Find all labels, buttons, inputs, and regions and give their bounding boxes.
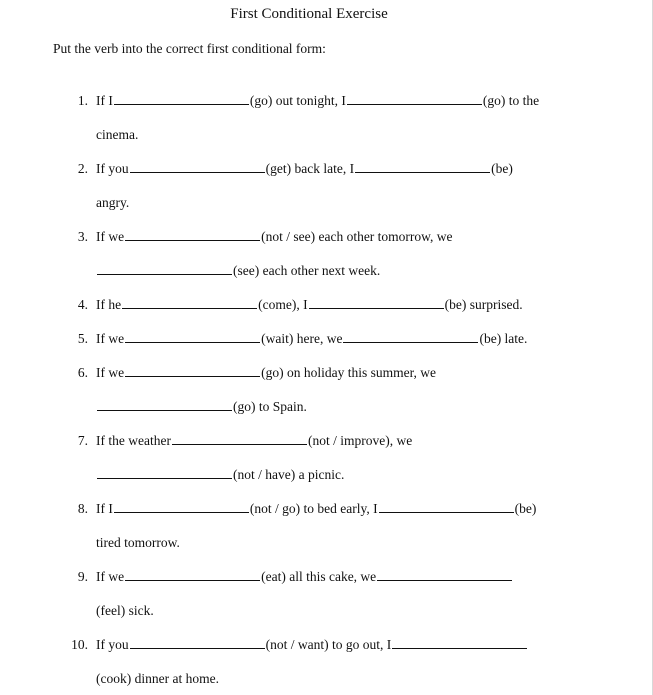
exercise-text: (see) each other next week. (233, 263, 381, 278)
exercise-line (96, 398, 307, 415)
exercise-text: angry. (96, 195, 130, 210)
answer-blank[interactable] (379, 500, 514, 513)
answer-blank[interactable] (97, 262, 232, 275)
exercise-line (96, 126, 138, 143)
exercise-text: (feel) sick. (96, 603, 154, 618)
exercise-text: If he (96, 297, 122, 312)
item-number: 4. (77, 297, 88, 312)
exercise-text: If we (96, 569, 125, 584)
exercise-text: (be) (491, 161, 513, 176)
exercise-text: (go) on holiday this summer, we (261, 365, 437, 380)
exercise-line (96, 262, 380, 279)
exercise-line (96, 194, 129, 211)
exercise-text: (go) to Spain. (233, 399, 307, 414)
exercise-text: If I (96, 501, 113, 516)
item-number: 8. (77, 501, 88, 516)
exercise-text: (go) out tonight, I (249, 93, 346, 108)
item-number: 6. (77, 365, 88, 380)
item-number: 9. (77, 569, 88, 584)
exercise-text: If we (96, 365, 125, 380)
answer-blank[interactable] (125, 364, 260, 377)
exercise-line (96, 160, 513, 177)
answer-blank[interactable] (377, 568, 512, 581)
exercise-text: (get) back late, I (265, 161, 355, 176)
answer-blank[interactable] (97, 398, 232, 411)
exercise-text: If we (96, 229, 125, 244)
answer-blank[interactable] (125, 330, 260, 343)
exercise-text: If you (96, 637, 129, 652)
exercise-text: If I (96, 93, 113, 108)
answer-blank[interactable] (355, 160, 490, 173)
instructions: Put the verb into the correct first conditional form: (53, 41, 326, 56)
exercise-text: If you (96, 161, 129, 176)
answer-blank[interactable] (97, 466, 232, 479)
item-number: 3. (77, 229, 88, 244)
exercise-line (96, 296, 523, 313)
exercise-text: (not / have) a picnic. (233, 467, 345, 482)
answer-blank[interactable] (125, 568, 260, 581)
exercise-line (96, 364, 436, 381)
exercise-text: (eat) all this cake, we (261, 569, 377, 584)
answer-blank[interactable] (130, 636, 265, 649)
answer-blank[interactable] (309, 296, 444, 309)
answer-blank[interactable] (392, 636, 527, 649)
answer-blank[interactable] (343, 330, 478, 343)
exercise-text: (wait) here, we (261, 331, 343, 346)
exercise-text: (come), I (258, 297, 308, 312)
exercise-text: (not / improve), we (307, 433, 413, 448)
exercise-text: tired tomorrow. (96, 535, 180, 550)
exercise-text: (go) to the (482, 93, 540, 108)
answer-blank[interactable] (114, 500, 249, 513)
exercise-line (96, 602, 154, 619)
exercise-line (96, 92, 539, 109)
exercise-text: (be) surprised. (444, 297, 523, 312)
answer-blank[interactable] (125, 228, 260, 241)
item-number: 10. (71, 637, 88, 652)
answer-blank[interactable] (114, 92, 249, 105)
page-title: First Conditional Exercise (230, 6, 388, 22)
exercise-line (96, 568, 513, 585)
exercise-line (96, 636, 528, 653)
exercise-line (96, 432, 412, 449)
exercise-line (96, 330, 527, 347)
exercise-line (96, 670, 219, 687)
answer-blank[interactable] (130, 160, 265, 173)
exercise-text: (not / want) to go out, I (265, 637, 392, 652)
exercise-text: cinema. (96, 127, 139, 142)
item-number: 2. (77, 161, 88, 176)
exercise-line (96, 534, 180, 551)
exercise-text: (be) (514, 501, 537, 516)
answer-blank[interactable] (347, 92, 482, 105)
item-number: 1. (77, 93, 88, 108)
exercise-text: (not / see) each other tomorrow, we (261, 229, 453, 244)
exercise-text: (cook) dinner at home. (96, 671, 219, 686)
answer-blank[interactable] (122, 296, 257, 309)
item-number: 5. (77, 331, 88, 346)
exercise-text: If the weather (96, 433, 171, 448)
item-number: 7. (77, 433, 88, 448)
exercise-text: If we (96, 331, 125, 346)
exercise-line (96, 500, 536, 517)
answer-blank[interactable] (172, 432, 307, 445)
exercise-line (96, 228, 453, 245)
exercise-text: (be) late. (479, 331, 528, 346)
exercise-text: (not / go) to bed early, I (249, 501, 378, 516)
exercise-line (96, 466, 344, 483)
